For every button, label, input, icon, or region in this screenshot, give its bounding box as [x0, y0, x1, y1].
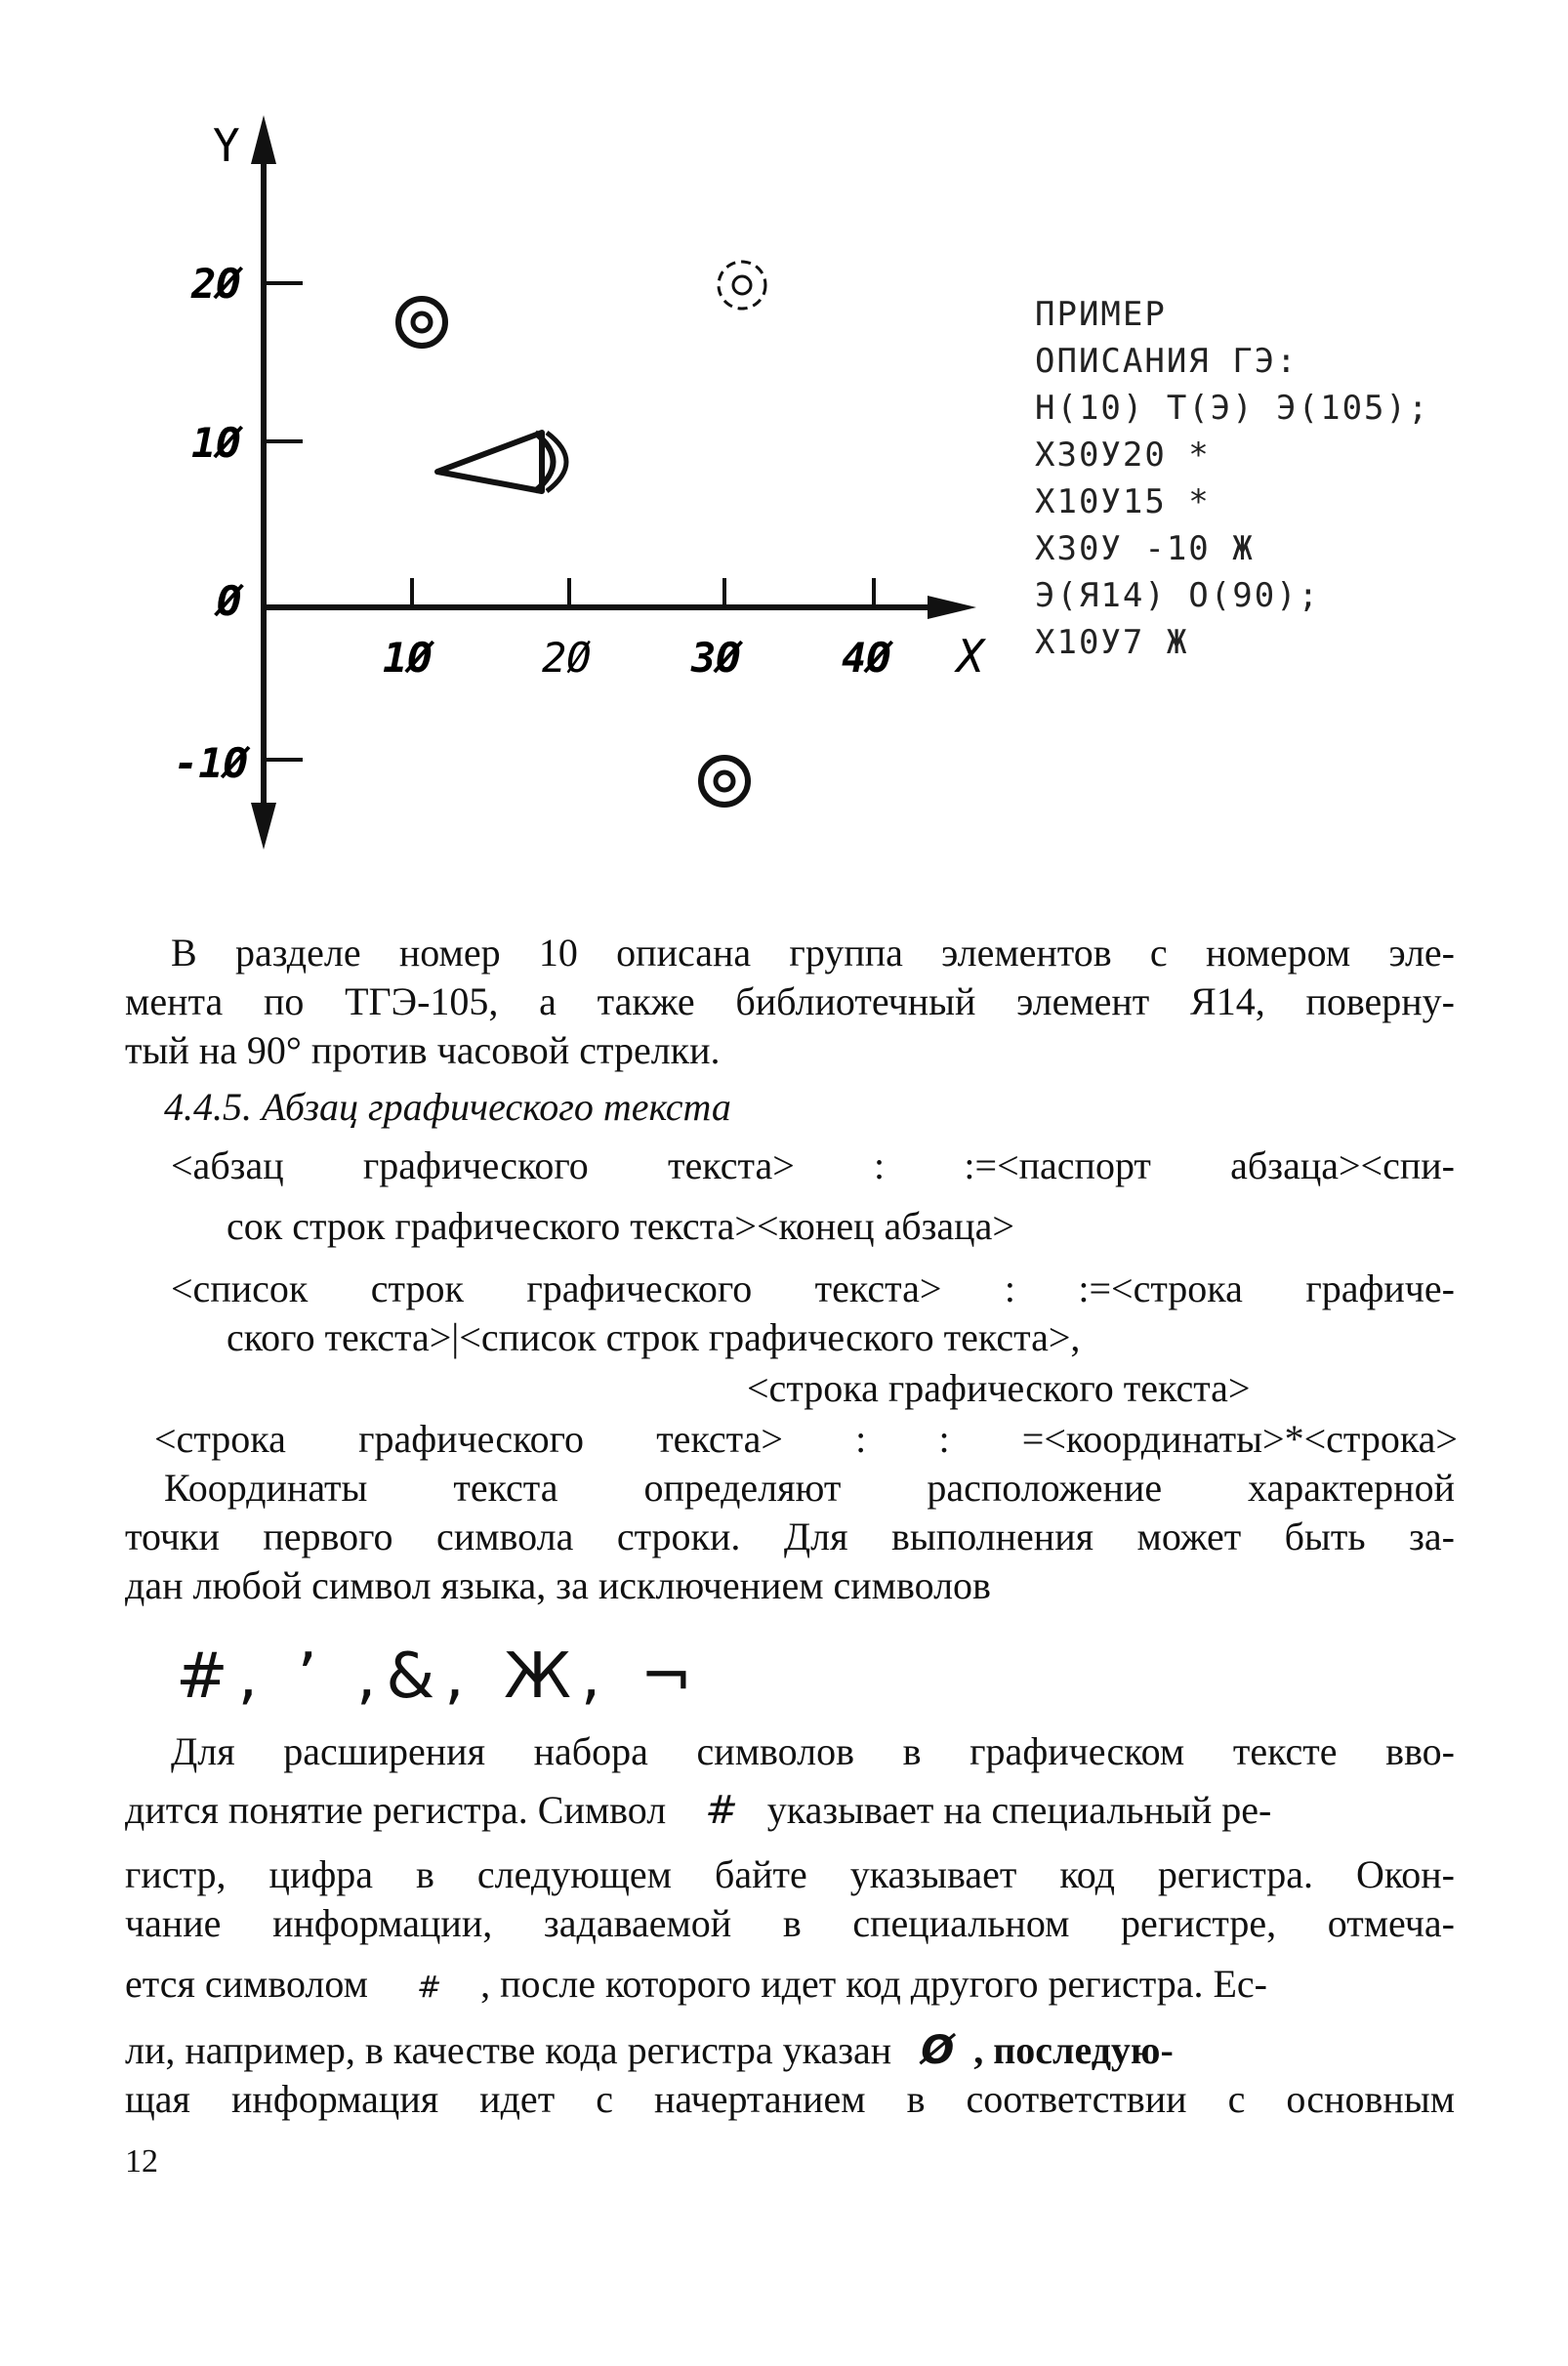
register-symbol: # [416, 1971, 442, 2005]
text-line: дан любой символ языка, за исключением символов [125, 1563, 991, 1607]
grammar-line: <строка графического текста> [747, 1366, 1251, 1410]
section-heading: 4.4.5. Абзац графического текста [164, 1085, 731, 1129]
code-line: Х30У20 * [1035, 436, 1211, 475]
text-line: точки первого символа строки. Для выполнения может быть за- [125, 1515, 1455, 1558]
x-tick-label-20: 2Ø [542, 634, 592, 682]
x-axis-arrow [928, 596, 976, 619]
x-tick-label-30: 3Ø [691, 634, 741, 682]
code-line: Х10У15 * [1035, 482, 1211, 521]
text-span: ли, например, в качестве кода регистра указан [125, 2028, 892, 2072]
y-axis-label: Y [213, 119, 240, 172]
y-axis-arrow-up [251, 115, 276, 164]
target-symbol-upper-left [398, 299, 445, 346]
text-line: Координаты текста определяют расположение характерной [164, 1466, 1455, 1510]
target-symbol-upper-right [719, 262, 765, 309]
text-line [125, 1787, 1271, 1834]
text-line: щая информация идет с начертанием в соответствии с основным [125, 2077, 1455, 2121]
x-tick-label-10: 1Ø [383, 634, 433, 682]
code-line: ПРИМЕР [1035, 295, 1167, 334]
grammar-line: <абзац графического текста> : :=<паспорт абзаца><спи- [171, 1143, 1455, 1187]
grammar-line: ского текста>|<список строк графического текста>, [227, 1315, 1081, 1359]
text-line: В разделе номер 10 описана группа элементов с номером эле- [171, 931, 1455, 975]
text-line: Для расширения набора символов в графическом тексте вво- [171, 1729, 1455, 1773]
code-line: Х10У7 Ж [1035, 623, 1189, 662]
target-symbol-lower [701, 758, 748, 805]
text-line: мента по ТГЭ-105, а также библиотечный элемент Я14, поверну- [125, 979, 1455, 1023]
text-span: указывает на специальный ре- [766, 1788, 1272, 1832]
text-span: ется символом [125, 1962, 368, 2006]
register-code-symbol: Ø [921, 2028, 955, 2073]
grammar-line: <список строк графического текста> : :=<строка графиче- [171, 1266, 1455, 1310]
page-number: 12 [125, 2143, 158, 2179]
code-line: ОПИСАНИЯ ГЭ: [1035, 342, 1299, 381]
y-tick-label-10: 1Ø [191, 419, 241, 467]
text-span: дится понятие регистра. Символ [125, 1788, 667, 1832]
text-line [125, 1961, 1267, 2012]
code-line: Х30У -10 Ж [1035, 529, 1255, 568]
grammar-line: <строка графического текста> : : =<координаты>*<строка> [154, 1417, 1458, 1461]
y-tick-label-0: Ø [217, 577, 242, 625]
x-tick-label-40: 4Ø [842, 634, 891, 682]
register-symbol: # [705, 1788, 738, 1833]
y-axis-arrow-down [251, 803, 276, 850]
code-line: Э(Я14) О(90); [1035, 576, 1321, 615]
x-axis-label: X [957, 630, 984, 683]
y-tick-label-minus10: -1Ø [174, 739, 248, 787]
text-line: тый на 90° против часовой стрелки. [125, 1028, 721, 1072]
code-line: Н(10) Т(Э) Э(105); [1035, 389, 1430, 428]
excluded-symbols: #, ’ ,&, Ж, ¬ [176, 1640, 703, 1713]
y-tick-label-20: 2Ø [191, 260, 241, 308]
code-example [1035, 291, 1429, 666]
text-span: , последую- [973, 2028, 1174, 2072]
grammar-line: сок строк графического текста><конец абзаца> [227, 1204, 1014, 1248]
text-line: гистр, цифра в следующем байте указывает код регистра. Окон- [125, 1852, 1455, 1896]
text-line [125, 2027, 1174, 2074]
text-line: чание информации, задаваемой в специальном регистре, отмеча- [125, 1901, 1455, 1945]
library-element-ya14 [437, 433, 566, 491]
text-span: , после которого идет код другого регистра. Ес- [480, 1962, 1267, 2006]
